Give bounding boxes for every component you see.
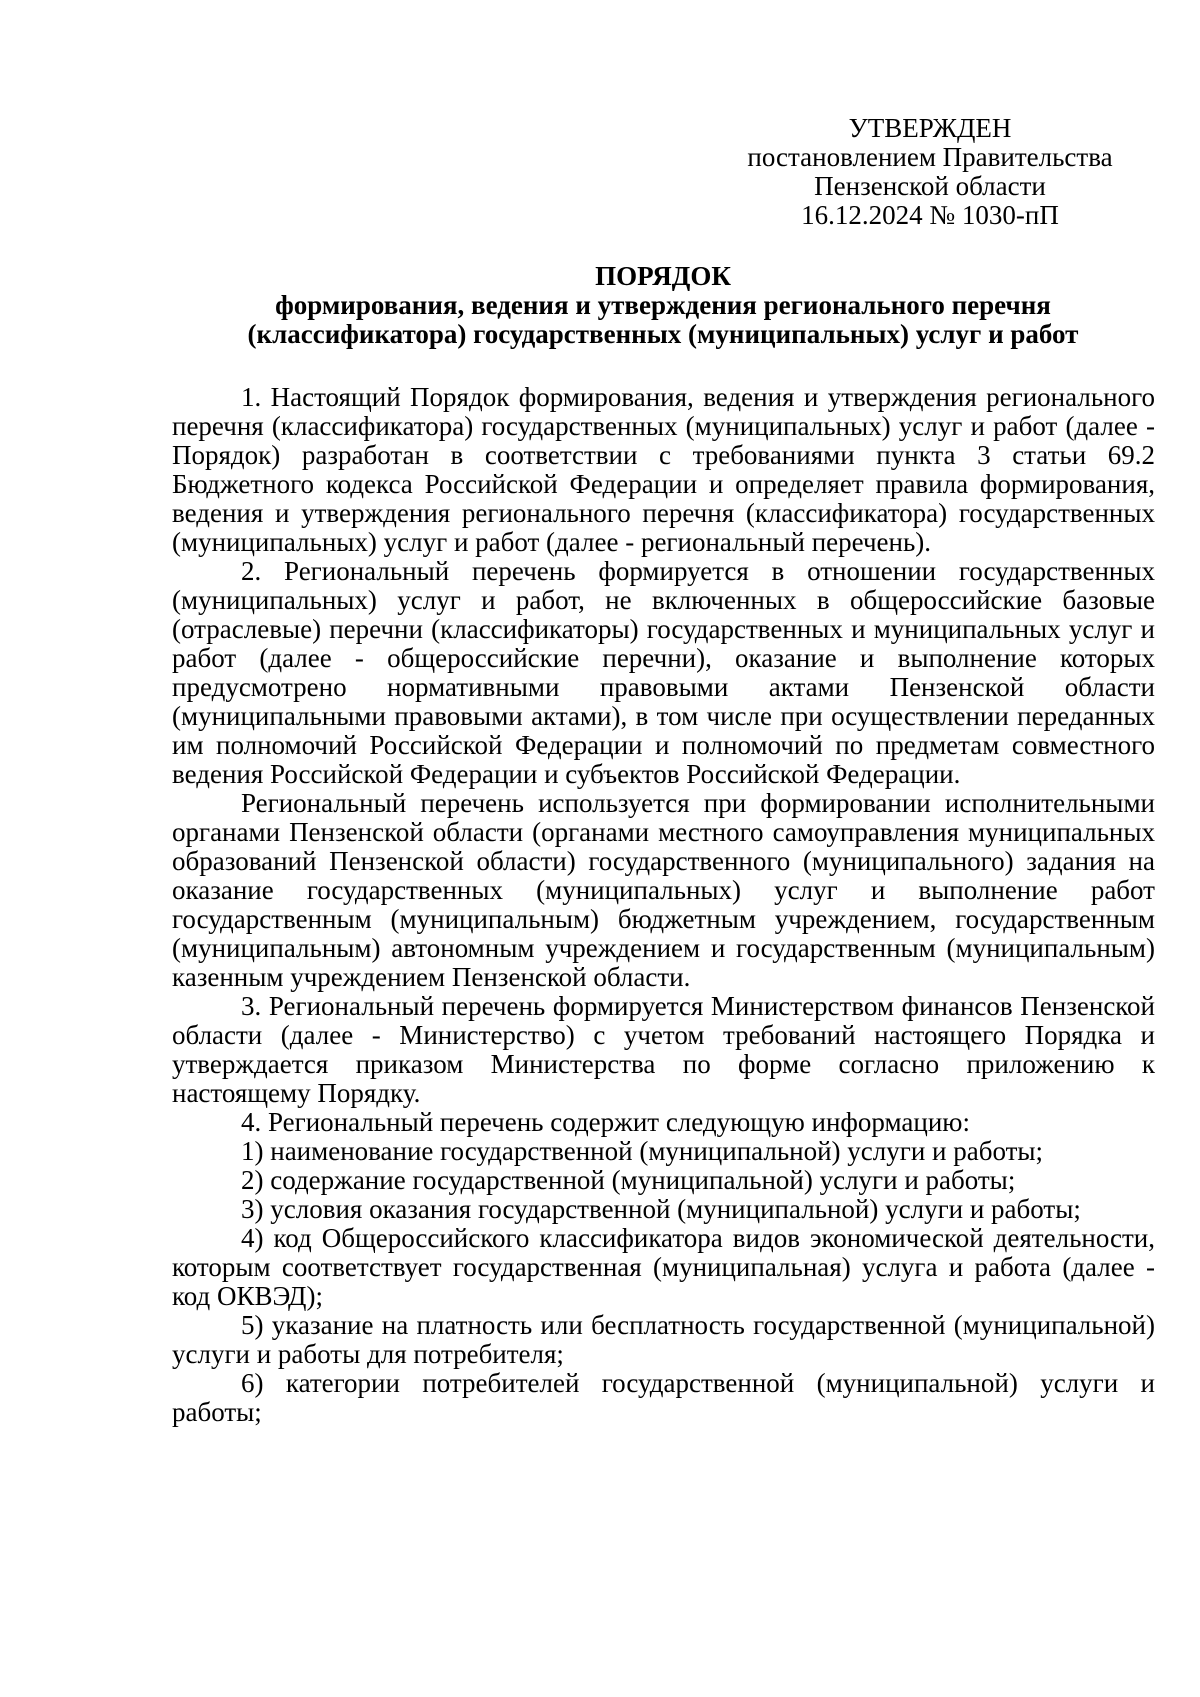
paragraph-1: 1. Настоящий Порядок формирования, ведения и утверждения регионального перечня (классификатора) государственных (муниципальных) услуг и работ (далее - Порядок) разработан в соответствии с требованиями пункта 3 статьи 69.2 Бюджетного кодекса Российской Федерации и определяет правила формирования, ведения и утверждения регионального перечня (классификатора) государственных (муниципальных) услуг и работ (далее - региональный перечень). (172, 382, 1155, 557)
paragraph-3: 3. Региональный перечень формируется Министерством финансов Пензенской области (далее - Министерство) с учетом требований настоящего Порядка и утверждается приказом Министерства по форме согласно приложению к настоящему Порядку. (172, 991, 1155, 1108)
approval-date-number: 16.12.2024 № 1030-пП (801, 200, 1059, 230)
list-item-3: 3) условия оказания государственной (муниципальной) услуги и работы; (241, 1194, 1081, 1224)
paragraph-2-continued: Региональный перечень используется при формировании исполнительными органами Пензенской области (органами местного самоуправления муниципальных образований Пензенской области) государственного (муниципального) задания на оказание государственных (муниципальных) услуг и выполнение работ государственным (муниципальным) бюджетным учреждением, государственным (муниципальным) автономным учреждением и государственным (муниципальным) казенным учреждением Пензенской области. (172, 788, 1155, 992)
list-item-4: 4) код Общероссийского классификатора видов экономической деятельности, которым соответствует государственная (муниципальная) услуга и работа (далее - код ОКВЭД); (172, 1223, 1155, 1311)
document-body (172, 383, 1155, 1427)
approval-region: Пензенской области (814, 171, 1046, 201)
document-title (172, 262, 1154, 349)
approval-stamp (740, 114, 1120, 230)
list-item-6: 6) категории потребителей государственной (муниципальной) услуги и работы; (172, 1368, 1155, 1427)
list-item-1: 1) наименование государственной (муниципальной) услуги и работы; (241, 1136, 1044, 1166)
title-subtitle-line2: (классификатора) государственных (муниципальных) услуг и работ (247, 319, 1079, 349)
list-item-5: 5) указание на платность или бесплатность государственной (муниципальной) услуги и работы для потребителя; (172, 1310, 1155, 1369)
approval-status: УТВЕРЖДЕН (848, 113, 1012, 143)
title-heading: ПОРЯДОК (595, 261, 731, 291)
title-subtitle-line1: формирования, ведения и утверждения регионального перечня (275, 290, 1051, 320)
paragraph-2: 2. Региональный перечень формируется в отношении государственных (муниципальных) услуг и работ, не включенных в общероссийские базовые (отраслевые) перечни (классификаторы) государственных и муниципальных услуг и работ (далее - общероссийские перечни), оказание и выполнение которых предусмотрено нормативными правовыми актами Пензенской области (муниципальными правовыми актами), в том числе при осуществлении переданных им полномочий Российской Федерации и полномочий по предметам совместного ведения Российской Федерации и субъектов Российской Федерации. (172, 556, 1155, 789)
approval-authority: постановлением Правительства (747, 142, 1113, 172)
paragraph-4: 4. Региональный перечень содержит следующую информацию: (241, 1107, 970, 1137)
list-item-2: 2) содержание государственной (муниципальной) услуги и работы; (241, 1165, 1016, 1195)
